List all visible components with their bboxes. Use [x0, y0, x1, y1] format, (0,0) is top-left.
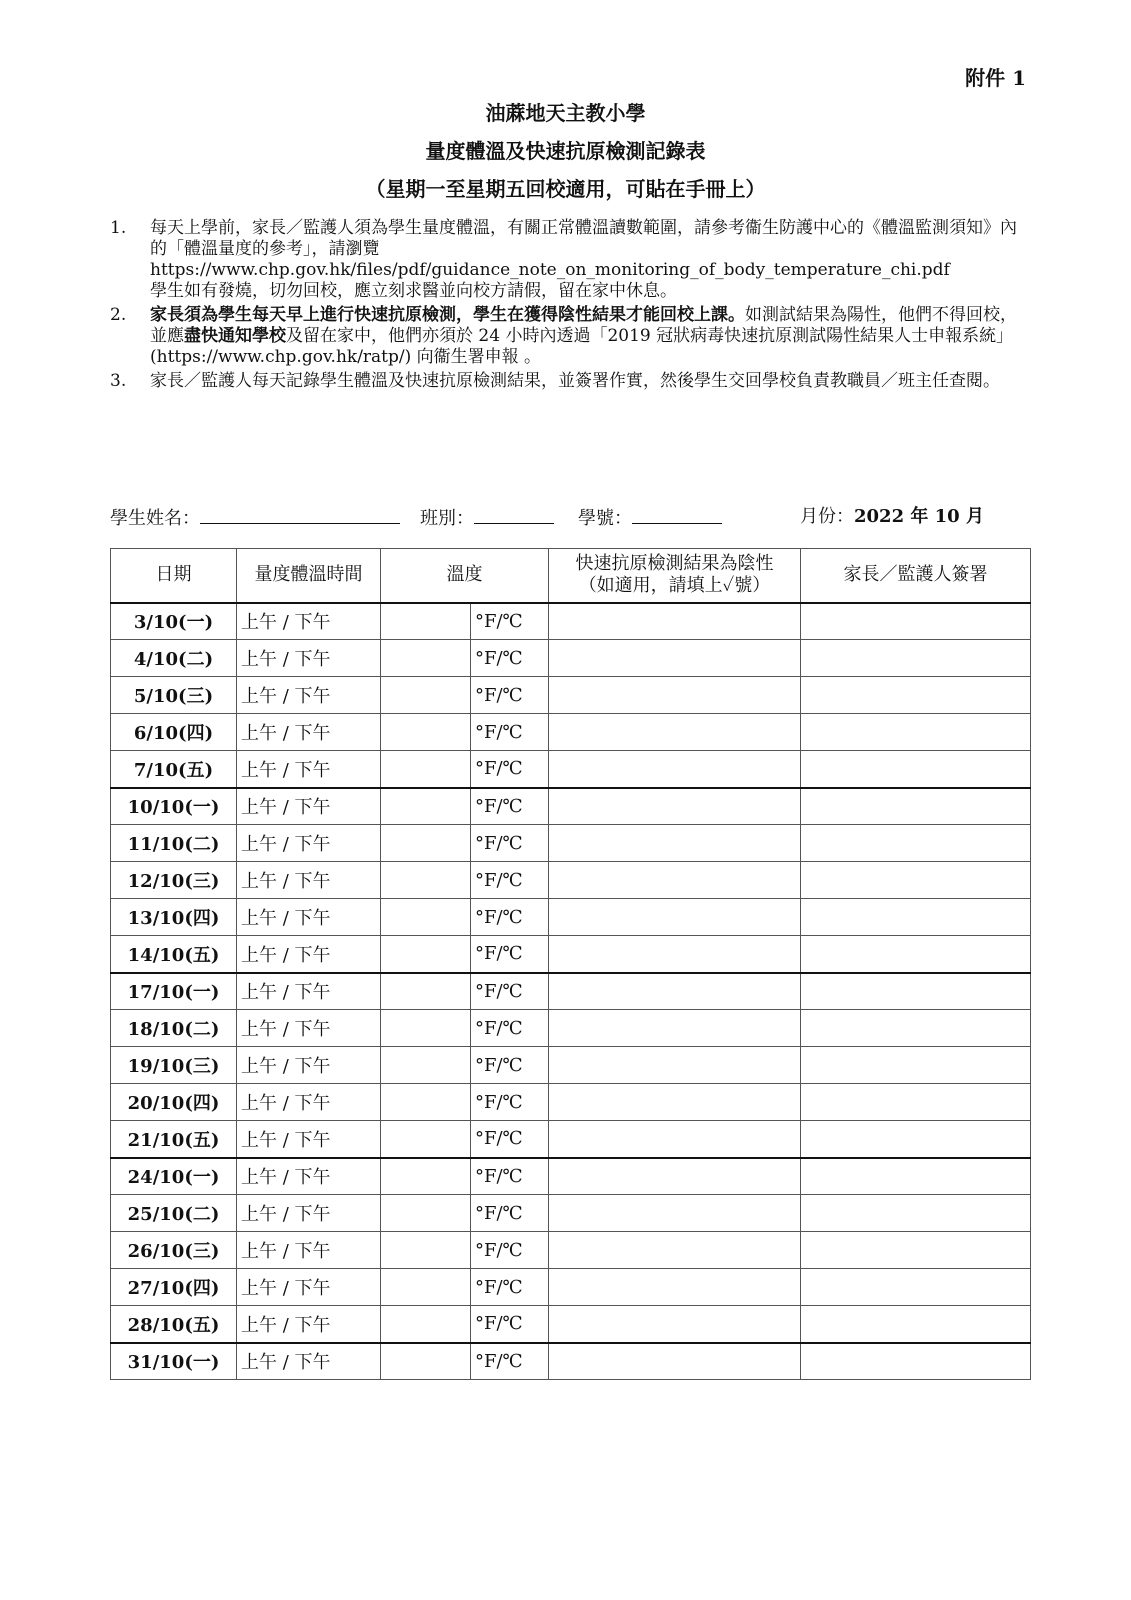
rat-result-checkbox[interactable] [549, 788, 801, 825]
rat-result-checkbox[interactable] [549, 603, 801, 640]
temperature-input[interactable] [381, 825, 471, 862]
am-pm-choice[interactable]: 上午 / 下午 [237, 936, 381, 973]
temperature-input[interactable] [381, 751, 471, 788]
temperature-input[interactable] [381, 1195, 471, 1232]
rat-result-checkbox[interactable] [549, 1084, 801, 1121]
signature-field[interactable] [801, 899, 1031, 936]
row-date: 26/10(三) [111, 1232, 237, 1269]
annex-label: 附件 1 [965, 66, 1026, 90]
signature-field[interactable] [801, 1343, 1031, 1380]
row-date: 12/10(三) [111, 862, 237, 899]
row-date: 20/10(四) [111, 1084, 237, 1121]
student-number-field[interactable] [632, 504, 722, 524]
temperature-unit[interactable]: °F/℃ [471, 1343, 549, 1380]
table-row [111, 1158, 1031, 1195]
class-field[interactable] [474, 504, 554, 524]
record-body [111, 603, 1031, 1380]
am-pm-choice[interactable]: 上午 / 下午 [237, 973, 381, 1010]
signature-field[interactable] [801, 973, 1031, 1010]
temperature-input[interactable] [381, 936, 471, 973]
table-row [111, 1195, 1031, 1232]
am-pm-choice[interactable]: 上午 / 下午 [237, 1121, 381, 1158]
instruction-text: 如測試結果為陽性，他們不得回校，並應 [150, 305, 1017, 346]
signature-field[interactable] [801, 936, 1031, 973]
rat-result-checkbox[interactable] [549, 751, 801, 788]
temperature-input[interactable] [381, 788, 471, 825]
instruction-number: 3. [110, 371, 127, 391]
signature-field[interactable] [801, 677, 1031, 714]
am-pm-choice[interactable]: 上午 / 下午 [237, 1232, 381, 1269]
row-date: 5/10(三) [111, 677, 237, 714]
rat-result-checkbox[interactable] [549, 714, 801, 751]
temperature-unit[interactable]: °F/℃ [471, 788, 549, 825]
form-subtitle: （星期一至星期五回校適用，可貼在手冊上） [365, 177, 766, 201]
am-pm-choice[interactable]: 上午 / 下午 [237, 603, 381, 640]
am-pm-choice[interactable]: 上午 / 下午 [237, 1047, 381, 1084]
table-row [111, 1121, 1031, 1158]
am-pm-choice[interactable]: 上午 / 下午 [237, 1084, 381, 1121]
student-name-field[interactable] [200, 504, 400, 524]
temperature-unit[interactable]: °F/℃ [471, 1269, 549, 1306]
row-date: 17/10(一) [111, 973, 237, 1010]
table-row [111, 1047, 1031, 1084]
signature-field[interactable] [801, 1158, 1031, 1195]
am-pm-choice[interactable]: 上午 / 下午 [237, 714, 381, 751]
header-signature: 家長／監護人簽署 [801, 549, 1031, 603]
temperature-unit[interactable]: °F/℃ [471, 1195, 549, 1232]
instruction-text: 每天上學前，家長／監護人須為學生量度體溫，有關正常體溫讀數範圍，請參考衞生防護中心的《體溫監測須知》內的「體溫量度的參考」，請瀏覽 [150, 218, 1017, 259]
instruction-text: 及留在家中，他們亦須於 24 小時內透過「2019 冠狀病毒快速抗原測試陽性結果人士申報系統」(https://www.chp.gov.hk/ratp/) 向衞生署申報 。 [150, 326, 1014, 367]
temperature-input[interactable] [381, 640, 471, 677]
signature-field[interactable] [801, 1121, 1031, 1158]
rat-result-checkbox[interactable] [549, 1010, 801, 1047]
temperature-input[interactable] [381, 1084, 471, 1121]
instruction-emphasis: 盡快通知學校 [184, 326, 286, 346]
table-header-row [111, 549, 1031, 603]
am-pm-choice[interactable]: 上午 / 下午 [237, 788, 381, 825]
table-row [111, 1269, 1031, 1306]
table-row [111, 1084, 1031, 1121]
header-rat-result: 快速抗原檢測結果為陰性 （如適用，請填上✓號） [549, 549, 801, 603]
row-date: 6/10(四) [111, 714, 237, 751]
instruction-text: 學生如有發燒，切勿回校，應立刻求醫並向校方請假，留在家中休息。 [150, 281, 677, 301]
am-pm-choice[interactable]: 上午 / 下午 [237, 862, 381, 899]
am-pm-choice[interactable]: 上午 / 下午 [237, 1195, 381, 1232]
table-row [111, 973, 1031, 1010]
temperature-unit[interactable]: °F/℃ [471, 1158, 549, 1195]
temperature-unit[interactable]: °F/℃ [471, 751, 549, 788]
instruction-number: 2. [110, 305, 127, 325]
temperature-unit[interactable]: °F/℃ [471, 1047, 549, 1084]
temperature-input[interactable] [381, 1010, 471, 1047]
rat-result-checkbox[interactable] [549, 1158, 801, 1195]
row-date: 27/10(四) [111, 1269, 237, 1306]
rat-result-checkbox[interactable] [549, 862, 801, 899]
table-row [111, 862, 1031, 899]
am-pm-choice[interactable]: 上午 / 下午 [237, 1306, 381, 1343]
rat-result-checkbox[interactable] [549, 899, 801, 936]
signature-field[interactable] [801, 714, 1031, 751]
am-pm-choice[interactable]: 上午 / 下午 [237, 751, 381, 788]
record-table [110, 548, 1031, 1380]
rat-result-checkbox[interactable] [549, 640, 801, 677]
rat-result-checkbox[interactable] [549, 677, 801, 714]
rat-result-checkbox[interactable] [549, 825, 801, 862]
temperature-input[interactable] [381, 714, 471, 751]
student-info-row [110, 504, 1030, 530]
temperature-input[interactable] [381, 899, 471, 936]
instruction-emphasis: 家長須為學生每天早上進行快速抗原檢測，學生在獲得陰性結果才能回校上課。 [150, 305, 745, 325]
row-date: 10/10(一) [111, 788, 237, 825]
am-pm-choice[interactable]: 上午 / 下午 [237, 677, 381, 714]
am-pm-choice[interactable]: 上午 / 下午 [237, 1158, 381, 1195]
row-date: 13/10(四) [111, 899, 237, 936]
am-pm-choice[interactable]: 上午 / 下午 [237, 1343, 381, 1380]
temperature-unit[interactable]: °F/℃ [471, 1010, 549, 1047]
row-date: 31/10(一) [111, 1343, 237, 1380]
header-date: 日期 [111, 549, 237, 603]
temperature-unit[interactable]: °F/℃ [471, 862, 549, 899]
rat-result-checkbox[interactable] [549, 936, 801, 973]
temperature-unit[interactable]: °F/℃ [471, 1121, 549, 1158]
temperature-unit[interactable]: °F/℃ [471, 1232, 549, 1269]
signature-field[interactable] [801, 1306, 1031, 1343]
temperature-unit[interactable]: °F/℃ [471, 1084, 549, 1121]
rat-result-checkbox[interactable] [549, 1047, 801, 1084]
class-label: 班別： [420, 508, 474, 529]
temperature-input[interactable] [381, 1121, 471, 1158]
temperature-unit[interactable]: °F/℃ [471, 973, 549, 1010]
table-row [111, 714, 1031, 751]
table-row [111, 1232, 1031, 1269]
temperature-unit[interactable]: °F/℃ [471, 603, 549, 640]
row-date: 3/10(一) [111, 603, 237, 640]
signature-field[interactable] [801, 603, 1031, 640]
instruction-item-2 [110, 305, 1030, 368]
row-date: 21/10(五) [111, 1121, 237, 1158]
table-row [111, 677, 1031, 714]
am-pm-choice[interactable]: 上午 / 下午 [237, 825, 381, 862]
rat-result-checkbox[interactable] [549, 1232, 801, 1269]
rat-result-checkbox[interactable] [549, 1195, 801, 1232]
instruction-text: 家長／監護人每天記錄學生體溫及快速抗原檢測結果，並簽署作實，然後學生交回學校負責教職員／班主任查閱。 [150, 371, 1000, 391]
temperature-unit[interactable]: °F/℃ [471, 1306, 549, 1343]
temperature-unit[interactable]: °F/℃ [471, 936, 549, 973]
form-title: 量度體溫及快速抗原檢測記錄表 [425, 139, 706, 163]
signature-field[interactable] [801, 825, 1031, 862]
row-date: 24/10(一) [111, 1158, 237, 1195]
student-number-label: 學號： [578, 508, 632, 529]
table-row [111, 1343, 1031, 1380]
header-temperature: 溫度 [381, 549, 549, 603]
table-row [111, 1010, 1031, 1047]
month-value: 2022 年 10 月 [854, 506, 984, 527]
am-pm-choice[interactable]: 上午 / 下午 [237, 640, 381, 677]
am-pm-choice[interactable]: 上午 / 下午 [237, 899, 381, 936]
signature-field[interactable] [801, 640, 1031, 677]
row-date: 4/10(二) [111, 640, 237, 677]
table-row [111, 936, 1031, 973]
temperature-unit[interactable]: °F/℃ [471, 640, 549, 677]
temperature-unit[interactable]: °F/℃ [471, 677, 549, 714]
rat-result-checkbox[interactable] [549, 1306, 801, 1343]
rat-result-checkbox[interactable] [549, 1121, 801, 1158]
temperature-input[interactable] [381, 1343, 471, 1380]
signature-field[interactable] [801, 788, 1031, 825]
table-row [111, 603, 1031, 640]
am-pm-choice[interactable]: 上午 / 下午 [237, 1010, 381, 1047]
row-date: 28/10(五) [111, 1306, 237, 1343]
temperature-input[interactable] [381, 1158, 471, 1195]
temperature-input[interactable] [381, 603, 471, 640]
temperature-unit[interactable]: °F/℃ [471, 825, 549, 862]
rat-result-checkbox[interactable] [549, 1343, 801, 1380]
instruction-item-1 [110, 218, 1030, 302]
signature-field[interactable] [801, 751, 1031, 788]
row-date: 14/10(五) [111, 936, 237, 973]
row-date: 11/10(二) [111, 825, 237, 862]
student-name-label: 學生姓名： [110, 508, 200, 529]
row-date: 19/10(三) [111, 1047, 237, 1084]
signature-field[interactable] [801, 1010, 1031, 1047]
temperature-input[interactable] [381, 973, 471, 1010]
temperature-input[interactable] [381, 1232, 471, 1269]
instruction-number: 1. [110, 218, 127, 238]
signature-field[interactable] [801, 862, 1031, 899]
table-row [111, 640, 1031, 677]
temperature-unit[interactable]: °F/℃ [471, 899, 549, 936]
temperature-input[interactable] [381, 1306, 471, 1343]
temperature-input[interactable] [381, 1269, 471, 1306]
signature-field[interactable] [801, 1195, 1031, 1232]
table-row [111, 899, 1031, 936]
row-date: 18/10(二) [111, 1010, 237, 1047]
table-row [111, 788, 1031, 825]
temperature-input[interactable] [381, 677, 471, 714]
signature-field[interactable] [801, 1232, 1031, 1269]
signature-field[interactable] [801, 1084, 1031, 1121]
header-time: 量度體溫時間 [237, 549, 381, 603]
rat-result-checkbox[interactable] [549, 1269, 801, 1306]
row-date: 7/10(五) [111, 751, 237, 788]
instructions-list [110, 218, 1030, 395]
title-block [0, 94, 1131, 208]
temperature-input[interactable] [381, 862, 471, 899]
signature-field[interactable] [801, 1047, 1031, 1084]
am-pm-choice[interactable]: 上午 / 下午 [237, 1269, 381, 1306]
table-row [111, 751, 1031, 788]
month-label: 月份： [800, 506, 854, 527]
temperature-unit[interactable]: °F/℃ [471, 714, 549, 751]
row-date: 25/10(二) [111, 1195, 237, 1232]
school-name: 油蔴地天主教小學 [485, 101, 646, 125]
signature-field[interactable] [801, 1269, 1031, 1306]
table-row [111, 825, 1031, 862]
rat-result-checkbox[interactable] [549, 973, 801, 1010]
guidance-url-link[interactable]: https://www.chp.gov.hk/files/pdf/guidance_note_on_monitoring_of_body_temperature_chi.pdf [150, 260, 950, 280]
table-row [111, 1306, 1031, 1343]
temperature-input[interactable] [381, 1047, 471, 1084]
instruction-item-3 [110, 371, 1030, 392]
